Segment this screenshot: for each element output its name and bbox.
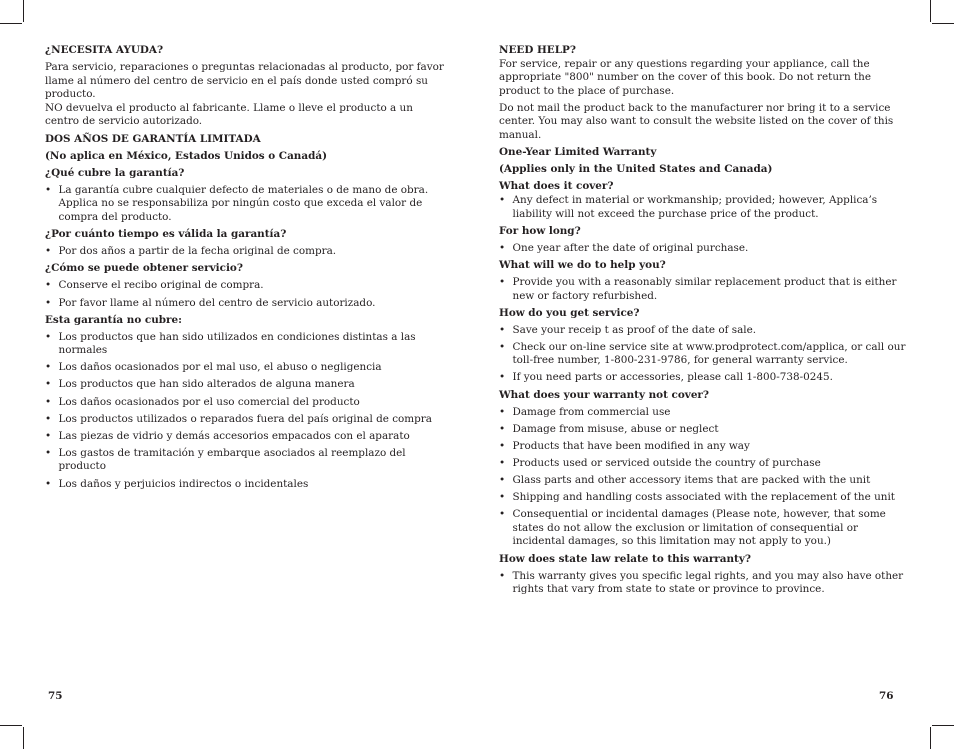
bullet-list — [499, 324, 909, 385]
bullet-list — [45, 245, 449, 259]
crop-mark-bottom-right-vertical — [930, 727, 931, 749]
bullet-list — [45, 279, 449, 310]
list-item: • Por favor llame al número del centro de servicio autorizado. — [45, 297, 449, 311]
list-item: • La garantía cubre cualquier defecto de materiales o de mano de obra. Applica no se responsabiliza por ningún costo que exceda el valor de compra del producto. — [45, 184, 449, 225]
list-item: • One year after the date of original purchase. — [499, 242, 909, 256]
crop-mark-bottom-left-vertical — [23, 727, 24, 749]
list-item: • Los daños y perjuicios indirectos o incidentales — [45, 478, 449, 492]
section-heading: How does state law relate to this warranty? — [499, 552, 751, 565]
left-page-column — [45, 44, 449, 495]
section-exclusions — [45, 314, 449, 492]
list-item: • Save your receip t as proof of the date of sale. — [499, 324, 909, 338]
section-heading: What does it cover? — [499, 180, 614, 193]
crop-mark-bottom-right-horizontal — [932, 725, 954, 726]
section-coverage — [45, 167, 449, 225]
crop-mark-top-left-horizontal — [0, 23, 22, 24]
list-item: • Los daños ocasionados por el mal uso, el abuso o negligencia — [45, 361, 449, 375]
list-item: • Conserve el recibo original de compra. — [45, 279, 449, 293]
section-state-law — [499, 553, 909, 597]
warranty-title: One-Year Limited Warranty — [499, 146, 657, 159]
list-item: • Los gastos de tramitación y embarque asociados al reemplazo del producto — [45, 447, 449, 474]
crop-mark-top-right-vertical — [930, 0, 931, 22]
bullet-list — [499, 194, 909, 221]
list-item: • Los productos que han sido alterados de alguna manera — [45, 378, 449, 392]
list-item: • This warranty gives you specific legal rights, and you may also have other rights that vary from state to state or province to province. — [499, 570, 909, 597]
crop-mark-top-left-vertical — [23, 0, 24, 22]
list-item: • Products used or serviced outside the country of purchase — [499, 457, 909, 471]
page-number-right: 76 — [879, 690, 894, 702]
crop-mark-top-right-horizontal — [932, 23, 954, 24]
list-item: • Products that have been modified in any way — [499, 440, 909, 454]
section-heading: How do you get service? — [499, 306, 640, 319]
bullet-list — [499, 242, 909, 256]
section-coverage — [499, 180, 909, 221]
list-item: • Por dos años a partir de la fecha original de compra. — [45, 245, 449, 259]
list-item: • Provide you with a reasonably similar replacement product that is either new or factory refurbished. — [499, 276, 909, 303]
list-item: • Los productos utilizados o reparados fuera del país original de compra — [45, 413, 449, 427]
bullet-list — [45, 331, 449, 491]
section-help — [499, 259, 909, 303]
list-item: • Shipping and handling costs associated with the replacement of the unit — [499, 491, 909, 505]
section-exclusions — [499, 389, 909, 549]
list-item: • Las piezas de vidrio y demás accesorios empacados con el aparato — [45, 430, 449, 444]
list-item: • Glass parts and other accessory items that are packed with the unit — [499, 474, 909, 488]
bullet-list — [499, 570, 909, 597]
bullet-list — [45, 184, 449, 225]
list-item: • Los productos que han sido utilizados en condiciones distintas a las normales — [45, 331, 449, 358]
section-heading: Esta garantía no cubre: — [45, 313, 182, 326]
right-page-column — [499, 44, 909, 600]
section-duration — [45, 228, 449, 259]
list-item: • Damage from misuse, abuse or neglect — [499, 423, 909, 437]
section-get-service — [499, 307, 909, 385]
page-number-left: 75 — [48, 690, 63, 702]
warranty-scope: (Applies only in the United States and Canada) — [499, 163, 773, 176]
section-heading: What will we do to help you? — [499, 258, 666, 271]
bullet-list — [499, 406, 909, 549]
list-item: • Los daños ocasionados por el uso comercial del producto — [45, 396, 449, 410]
section-heading: ¿Por cuánto tiempo es válida la garantía? — [45, 228, 287, 241]
intro-text — [45, 61, 449, 129]
warranty-title: DOS AÑOS DE GARANTÍA LIMITADA — [45, 132, 261, 145]
section-duration — [499, 225, 909, 256]
list-item: • If you need parts or accessories, please call 1-800-738-0245. — [499, 371, 909, 385]
intro-line: NO devuelva el producto al fabricante. Llame o lleve el producto a un centro de servicio autorizado. — [45, 101, 413, 128]
need-help-heading: NEED HELP? — [499, 44, 576, 56]
warranty-scope: (No aplica en México, Estados Unidos o Canadá) — [45, 149, 328, 162]
crop-mark-bottom-left-horizontal — [0, 725, 22, 726]
list-item: • Damage from commercial use — [499, 406, 909, 420]
need-help-heading: ¿NECESITA AYUDA? — [45, 44, 164, 56]
list-item: • Check our on-line service site at www.prodprotect.com/applica, or call our toll-free number, 1-800-231-9786, for general warranty service. — [499, 341, 909, 368]
intro-line: Para servicio, reparaciones o preguntas relacionadas al producto, por favor llame al número del centro de servicio en el país donde usted compró su producto. — [45, 61, 444, 101]
section-heading: For how long? — [499, 224, 581, 237]
section-heading: ¿Cómo se puede obtener servicio? — [45, 262, 243, 275]
list-item: • Consequential or incidental damages (Please note, however, that some states do not allow the exclusion or limitation of consequential or incidental damages, so this limitation may not apply to you.) — [499, 508, 909, 549]
section-heading: ¿Qué cubre la garantía? — [45, 166, 185, 179]
intro-paragraph: For service, repair or any questions regarding your appliance, call the appropriate "800" number on the cover of this book. Do not return the product to the place of purchase. — [499, 57, 871, 97]
section-obtain-service — [45, 262, 449, 310]
intro-paragraph: Do not mail the product back to the manufacturer nor bring it to a service center. You may also want to consult the website listed on the cover of this manual. — [499, 101, 894, 142]
bullet-list — [499, 276, 909, 303]
section-heading: What does your warranty not cover? — [499, 388, 709, 401]
list-item: • Any defect in material or workmanship; provided; however, Applica’s liability will not exceed the purchase price of the product. — [499, 194, 909, 221]
